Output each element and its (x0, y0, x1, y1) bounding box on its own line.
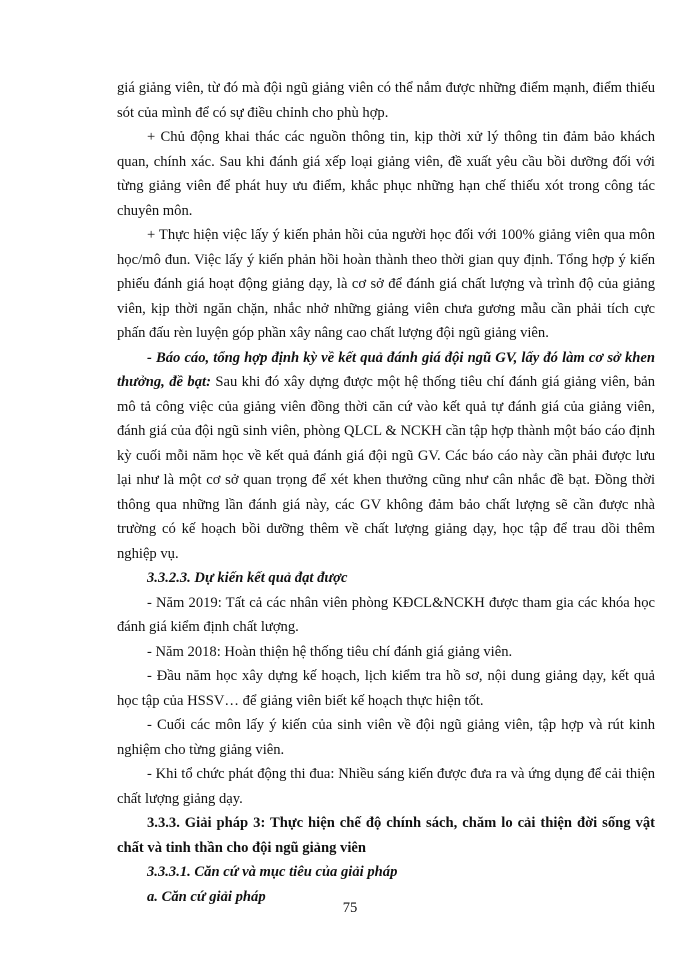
page-number: 75 (342, 900, 358, 916)
heading-expected-results: 3.3.2.3. Dự kiến kết quả đạt được (147, 570, 348, 586)
periodic-report-body: Sau khi đó xây dựng được một hệ thống tiêu chí đánh giá giảng viên, bản mô tả công việc của giảng viên đồng thời căn cứ vào kết quả tự đánh giá của giảng viên, đánh giá của đội ngũ sinh viên, phòng QLCL & NCKH cần tập hợp thành một báo cáo định kỳ cuối mỗi năm học về kết quả đánh giá đội ngũ GV. Các báo cáo này cần phải được lưu lại như là một cơ sở quan trọng để xét khen thưởng cũng như cân nhắc đề bạt. Đồng thời thông qua những lần đánh giá này, các GV không đảm bảo chất lượng sẽ cần được nhà trường có kế hoạch bồi dưỡng thêm về chất lượng giảng dạy, học tập để trau dồi thêm nghiệp vụ. (117, 374, 655, 562)
paragraph-course-end: - Cuối các môn lấy ý kiến của sinh viên về đội ngũ giảng viên, tập hợp và rút kinh nghiệm cho từng giảng viên. (117, 717, 655, 758)
paragraph-info-handling: + Chủ động khai thác các nguồn thông tin, kịp thời xử lý thông tin đảm bảo khách quan, chính xác. Sau khi đánh giá xếp loại giảng viên, đề xuất yêu cầu bồi dưỡng đối với từng giảng viên để phát huy ưu điểm, khắc phục những hạn chế thiếu xót trong công tác chuyên môn. (117, 129, 655, 219)
heading-solution-3: 3.3.3. Giải pháp 3: Thực hiện chế độ chính sách, chăm lo cải thiện đời sống vật chất và tinh thần cho đội ngũ giảng viên (117, 815, 655, 856)
page-body (117, 76, 655, 909)
paragraph-feedback: + Thực hiện việc lấy ý kiến phản hồi của người học đối với 100% giảng viên qua môn học/mô đun. Việc lấy ý kiến phản hồi hoàn thành theo thời gian quy định. Tổng hợp ý kiến phiếu đánh giá hoạt động giảng dạy, là cơ sở để đánh giá chất lượng và trình độ của giảng viên, kịp thời ngăn chặn, nhắc nhở những giảng viên chưa gương mẫu cần phải tích cực phấn đấu rèn luyện góp phần xây nâng cao chất lượng đội ngũ giảng viên. (117, 227, 655, 341)
paragraph-continuation: giá giảng viên, từ đó mà đội ngũ giảng viên có thể nắm được những điểm mạnh, điểm thiếu sót của mình để có sự điều chỉnh cho phù hợp. (117, 80, 655, 121)
heading-basis-objectives: 3.3.3.1. Căn cứ và mục tiêu của giải pháp (147, 864, 398, 880)
periodic-report-lead: - Báo cáo, tổng hợp định kỳ về kết quả đánh giá đội ngũ GV, lấy đó làm cơ sở khen thưởng, đề bạt: (117, 349, 655, 390)
paragraph-2018: - Năm 2018: Hoàn thiện hệ thống tiêu chí đánh giá giảng viên. (147, 643, 513, 660)
paragraph-emulation: - Khi tổ chức phát động thi đua: Nhiều sáng kiến được đưa ra và ứng dụng để cải thiện chất lượng giảng dạy. (117, 766, 655, 807)
paragraph-periodic-report (117, 346, 655, 567)
paragraph-plan: - Đầu năm học xây dựng kế hoạch, lịch kiểm tra hồ sơ, nội dung giảng dạy, kết quả học tập của HSSV… để giảng viên biết kế hoạch thực hiện tốt. (117, 668, 655, 709)
heading-basis: a. Căn cứ giải pháp (147, 888, 266, 905)
paragraph-2019: - Năm 2019: Tất cả các nhân viên phòng KĐCL&NCKH được tham gia các khóa học đánh giá kiểm định chất lượng. (117, 594, 655, 635)
